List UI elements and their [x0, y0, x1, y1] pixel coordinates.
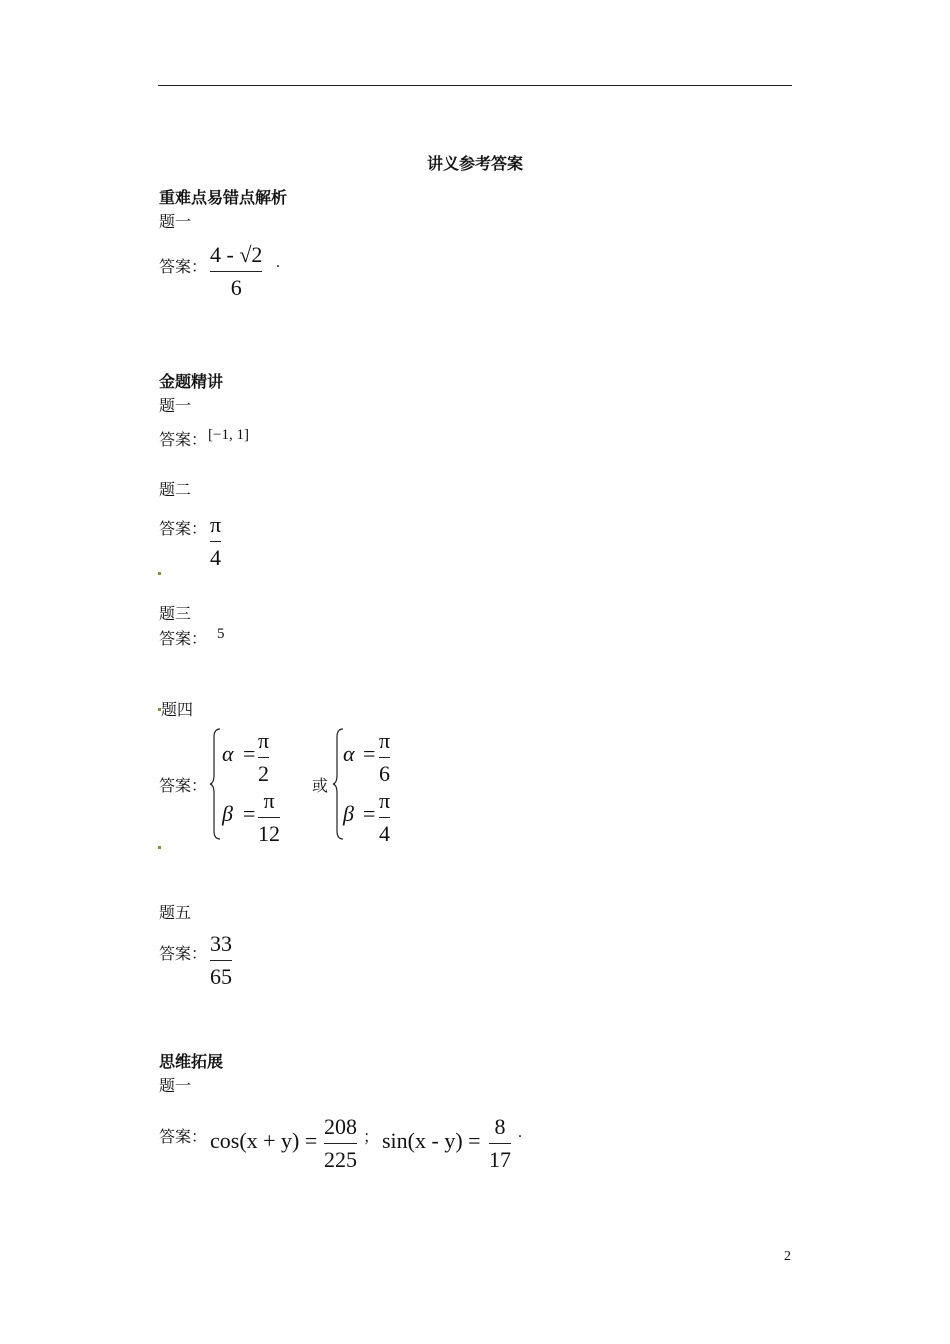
question-label: 题三: [159, 606, 192, 623]
answer-label: 答案：: [159, 778, 208, 795]
alpha-fraction: [258, 728, 269, 787]
green-dot-marker: [158, 572, 161, 575]
beta-symbol: β: [343, 801, 354, 826]
fraction-numerator: π: [210, 512, 222, 537]
fraction-bar: [489, 1143, 511, 1144]
section-heading-key-problems: 金题精讲: [159, 374, 224, 391]
answer-fraction: [210, 931, 232, 990]
separator: ；: [363, 1129, 380, 1146]
answer-label: 答案：: [159, 946, 208, 963]
fraction-denominator: 4: [379, 821, 391, 846]
alpha-symbol: α: [343, 741, 355, 766]
fraction-denominator: 4: [210, 545, 222, 570]
header-rule: [158, 85, 792, 86]
cos-fraction: [324, 1114, 357, 1173]
fraction-denominator: 65: [210, 964, 232, 989]
beta-fraction: [258, 788, 280, 847]
answer-fraction: [210, 242, 262, 301]
section-heading-extension: 思维拓展: [159, 1054, 224, 1071]
sin-expression: sin(x - y) =: [382, 1128, 481, 1153]
fraction-numerator: π: [263, 788, 275, 813]
fraction-bar: [379, 757, 390, 758]
answer-label: 答案：: [159, 1129, 208, 1146]
question-label: 题四: [161, 702, 194, 719]
fraction-bar: [210, 960, 232, 961]
section-heading-difficulties: 重难点易错点解析: [159, 190, 288, 207]
question-label: 题一: [159, 214, 192, 231]
answer-label: 答案：: [159, 521, 208, 538]
fraction-bar: [210, 271, 262, 272]
left-brace-icon: [208, 727, 222, 841]
answer-value: [−1, 1]: [208, 427, 249, 443]
period: .: [276, 254, 280, 271]
period: .: [518, 1124, 522, 1141]
question-label: 题五: [159, 905, 192, 922]
question-label: 题一: [159, 398, 192, 415]
alpha-fraction: [379, 728, 390, 787]
answer-label: 答案：: [159, 631, 208, 648]
fraction-numerator: 208: [324, 1114, 357, 1139]
page-title: 讲义参考答案: [426, 156, 523, 173]
sin-fraction: [489, 1114, 511, 1173]
equals-sign: =: [243, 741, 256, 766]
fraction-bar: [258, 757, 269, 758]
equals-sign: =: [363, 741, 376, 766]
answer-label: 答案：: [159, 259, 208, 276]
fraction-denominator: 12: [258, 821, 280, 846]
question-label: 题一: [159, 1078, 192, 1095]
fraction-bar: [258, 817, 280, 818]
green-dot-marker: [158, 846, 161, 849]
cos-expression: cos(x + y) =: [210, 1128, 318, 1153]
beta-symbol: β: [222, 801, 233, 826]
fraction-bar: [379, 817, 390, 818]
fraction-numerator: 8: [494, 1114, 506, 1139]
answer-fraction: [210, 512, 221, 571]
fraction-bar: [210, 541, 221, 542]
answer-label: 答案：: [159, 432, 208, 449]
fraction-numerator: π: [379, 788, 391, 813]
fraction-denominator: 225: [324, 1147, 357, 1172]
alpha-symbol: α: [222, 741, 234, 766]
fraction-denominator: 6: [379, 761, 391, 786]
page-number: 2: [784, 1249, 791, 1264]
fraction-numerator: π: [379, 728, 391, 753]
fraction-bar: [324, 1143, 357, 1144]
question-label: 题二: [159, 482, 192, 499]
equals-sign: =: [363, 801, 376, 826]
fraction-numerator: 4 - √2: [210, 242, 263, 267]
fraction-numerator: 33: [210, 931, 232, 956]
fraction-numerator: π: [258, 728, 270, 753]
answer-value: 5: [217, 626, 225, 642]
beta-fraction: [379, 788, 390, 847]
or-connector: 或: [312, 778, 329, 795]
fraction-denominator: 2: [258, 761, 270, 786]
equals-sign: =: [243, 801, 256, 826]
fraction-denominator: 17: [489, 1147, 511, 1172]
fraction-denominator: 6: [230, 275, 242, 300]
